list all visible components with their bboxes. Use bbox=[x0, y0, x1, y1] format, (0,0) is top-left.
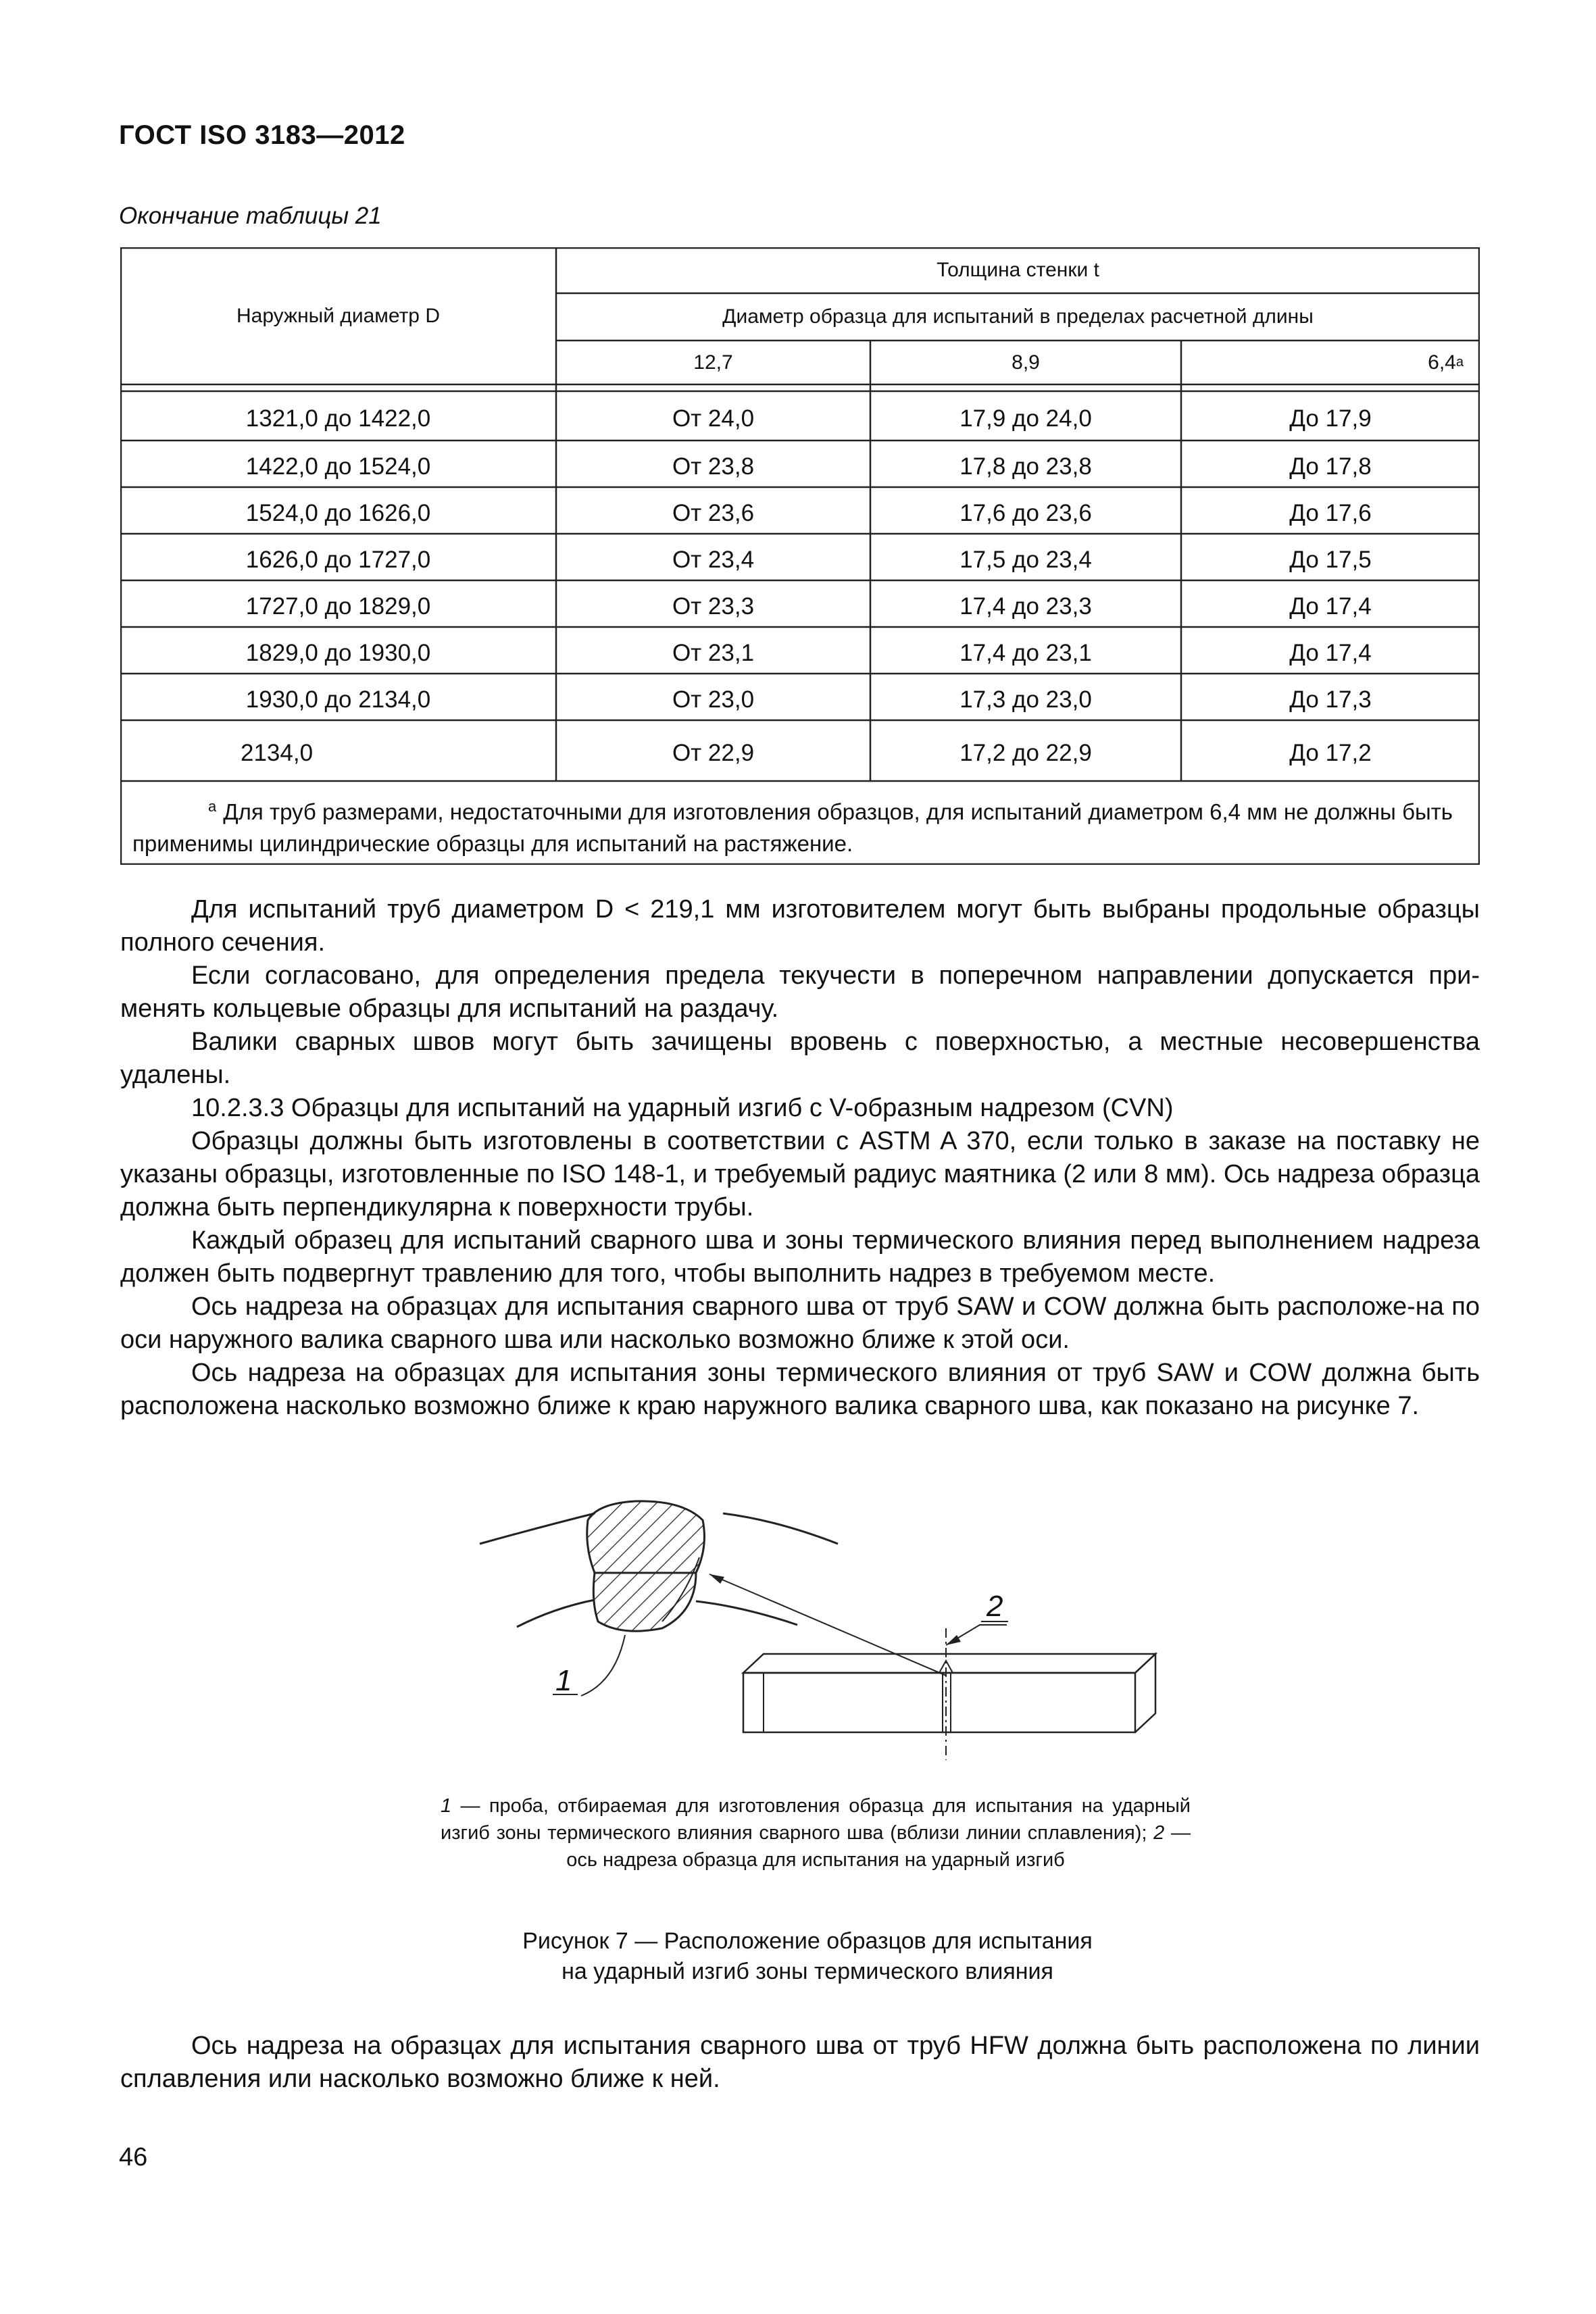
subcol-header-value: 6,4 bbox=[1428, 351, 1456, 374]
paragraph: Если согласовано, для определения предела текучести в поперечном направлении допускается при-менять кольцевые образцы для испытаний на раздачу. bbox=[120, 961, 1480, 1023]
legend-number: 1 bbox=[441, 1795, 452, 1817]
subcol-header: 12,7 bbox=[693, 351, 733, 374]
table-cell: До 17,4 bbox=[1289, 593, 1372, 620]
section-heading: 10.2.3.3 Образцы для испытаний на ударный изгиб с V-образным надрезом (CVN) bbox=[191, 1094, 1174, 1122]
figure-label-1: 1 bbox=[555, 1664, 572, 1697]
table-cell: От 23,0 bbox=[672, 686, 755, 713]
figure-caption bbox=[392, 1926, 1223, 1987]
col-header-specimen-diameter: Диаметр образца для испытаний в пределах расчетной длины bbox=[722, 305, 1314, 328]
table-cell-diameter: 1930,0 до 2134,0 bbox=[245, 686, 431, 713]
paragraph: Каждый образец для испытаний сварного шва и зоны термического влияния перед выполнением надреза должен быть подвергнут травлению для того, чтобы выполнить надрез в требуемом месте. bbox=[120, 1226, 1480, 1288]
footnote-text: Для труб размерами, недостаточными для изготовления образцов, для испытаний диаметром 6,4 мм не должны быть применимы цилиндрические образцы для испытаний на растяжение. bbox=[132, 799, 1453, 856]
paragraph: Ось надреза на образцах для испытания зоны термического влияния от труб SAW и COW должна быть расположена насколько возможно ближе к краю наружного валика сварного шва, как показано на рисунке 7. bbox=[120, 1359, 1480, 1420]
table-cell: От 23,3 bbox=[672, 593, 755, 620]
table-cell: От 23,1 bbox=[672, 639, 755, 666]
table-cell: От 23,6 bbox=[672, 499, 755, 526]
paragraph: Ось надреза на образцах для испытания сварного шва от труб SAW и COW должна быть расположе-на по оси наружного валика сварного шва или насколько возможно ближе к этой оси. bbox=[120, 1292, 1480, 1354]
figure-label-2: 2 bbox=[987, 1590, 1003, 1623]
table-cell: 17,3 до 23,0 bbox=[959, 686, 1092, 713]
paragraph: Ось надреза на образцах для испытания сварного шва от труб HFW должна быть расположена по линии сплавления или насколько возможно ближе к ней. bbox=[120, 2032, 1480, 2093]
col-header-wall-thickness: Толщина стенки t bbox=[937, 259, 1099, 281]
table-cell: До 17,4 bbox=[1289, 639, 1372, 666]
body-text bbox=[120, 893, 1480, 1423]
weld-specimen-diagram bbox=[459, 1493, 1216, 1763]
legend-item: — ось надреза образца для испытания на ударный изгиб bbox=[566, 1822, 1191, 1871]
footnote-marker: a bbox=[208, 798, 217, 815]
table-cell: От 23,4 bbox=[672, 546, 755, 573]
paragraph: Валики сварных швов могут быть зачищены вровень с поверхностью, а местные несовершенства удалены. bbox=[120, 1028, 1480, 1089]
subcol-header bbox=[1181, 341, 1480, 384]
table-cell: До 17,8 bbox=[1289, 453, 1372, 480]
table-cell-diameter: 1829,0 до 1930,0 bbox=[245, 639, 431, 666]
paragraph: Для испытаний труб диаметром D < 219,1 мм изготовителем могут быть выбраны продольные образцы полного сечения. bbox=[120, 895, 1480, 957]
table-cell: 17,5 до 23,4 bbox=[959, 546, 1092, 573]
figure-legend bbox=[441, 1792, 1191, 1873]
table-cell-diameter: 1321,0 до 1422,0 bbox=[245, 405, 431, 432]
document-header: ГОСТ ISO 3183—2012 bbox=[119, 120, 405, 150]
table-cell-diameter: 1727,0 до 1829,0 bbox=[245, 593, 431, 620]
table-cell-diameter: 1524,0 до 1626,0 bbox=[245, 499, 431, 526]
table-cell: 17,4 до 23,1 bbox=[959, 639, 1092, 666]
page-number: 46 bbox=[119, 2143, 148, 2171]
caption-line: Рисунок 7 — Расположение образцов для испытания bbox=[522, 1928, 1093, 1954]
legend-number: 2 bbox=[1153, 1822, 1165, 1844]
table-cell: От 22,9 bbox=[672, 740, 755, 766]
table-cell: 17,9 до 24,0 bbox=[959, 405, 1092, 432]
table-cell-diameter: 1422,0 до 1524,0 bbox=[245, 453, 431, 480]
table-cell: От 24,0 bbox=[672, 405, 755, 432]
table-cell: До 17,9 bbox=[1289, 405, 1372, 432]
table-cell: От 23,8 bbox=[672, 453, 755, 480]
figure-7-drawing bbox=[459, 1493, 1216, 1763]
table-cell: До 17,3 bbox=[1289, 686, 1372, 713]
table-footnote bbox=[120, 781, 1480, 865]
table-cell: До 17,2 bbox=[1289, 740, 1372, 766]
table-cell: 17,2 до 22,9 bbox=[959, 740, 1092, 766]
table-cell-diameter: 1626,0 до 1727,0 bbox=[245, 546, 431, 573]
table-cell: До 17,6 bbox=[1289, 499, 1372, 526]
table-cell-diameter: 2134,0 bbox=[241, 740, 314, 766]
subcol-header: 8,9 bbox=[1012, 351, 1040, 374]
table-cell: 17,6 до 23,6 bbox=[959, 499, 1092, 526]
table-cell: 17,4 до 23,3 bbox=[959, 593, 1092, 620]
footnote-marker: a bbox=[1455, 355, 1464, 370]
table-cell: 17,8 до 23,8 bbox=[959, 453, 1092, 480]
closing-text bbox=[120, 2030, 1480, 2096]
paragraph: Образцы должны быть изготовлены в соответствии с ASTM A 370, если только в заказе на поставку не указаны образцы, изготовленные по ISO 148-1, и требуемый радиус маятника (2 или 8 мм). Ось надреза образца должна быть перпендикулярна к поверхности трубы. bbox=[120, 1127, 1480, 1222]
data-table bbox=[120, 247, 1480, 865]
caption-line: на ударный изгиб зоны термического влияния bbox=[562, 1959, 1053, 1984]
table-cell: До 17,5 bbox=[1289, 546, 1372, 573]
table-title: Окончание таблицы 21 bbox=[119, 203, 382, 229]
col-header-outer-diameter: Наружный диаметр D bbox=[236, 304, 440, 327]
legend-item: — проба, отбираемая для изготовления образца для испытания на ударный изгиб зоны термического влияния сварного шва (вблизи линии сплавления); bbox=[441, 1795, 1191, 1844]
